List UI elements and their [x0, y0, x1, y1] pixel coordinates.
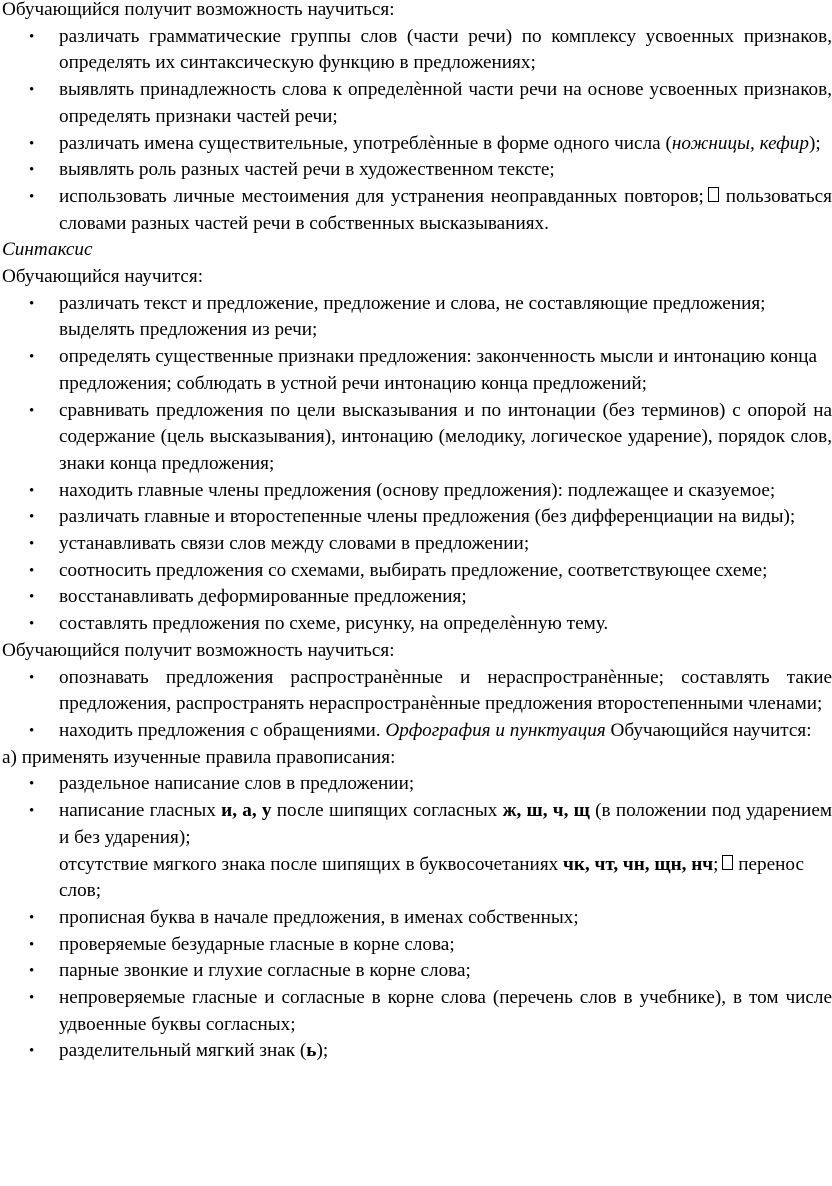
text-span: (в положении под ударением и без ударения); — [59, 800, 832, 848]
text-span: написание гласных — [59, 800, 216, 822]
text-span: использовать личные местоимения для устранения неоправданных повторов; — [59, 185, 704, 207]
list-item — [2, 798, 832, 851]
list-item: • устанавливать связи слов между словами в предложении; — [2, 531, 832, 558]
italic-example: ножницы, кефир — [671, 132, 809, 154]
paragraph-heading: Обучающийся получит возможность научиться: — [2, 0, 395, 20]
list-item: • выявлять принадлежность слова к определѐнной части речи на основе усвоенных признаков, определять признаки частей речи; — [2, 77, 832, 130]
bold-letters: ж, ш, ч, щ — [502, 800, 590, 822]
text-span: Обучающийся научится: — [610, 719, 812, 741]
list-item: • сравнивать предложения по цели высказывания и по интонации (без терминов) с опорой на содержание (цель высказывания), интонацию (мелодику, логическое ударение), порядок слов, знаки конца предложения; — [2, 398, 832, 478]
section-title-inline: Орфография и пунктуация — [385, 719, 606, 741]
list-item: • прописная буква в начале предложения, в именах собственных; — [2, 905, 832, 932]
paragraph-heading: Обучающийся получит возможность научиться: — [2, 639, 395, 661]
list-item: • восстанавливать деформированные предложения; — [2, 584, 832, 611]
bold-letters: чк, чт, чн, щн, нч — [563, 853, 714, 875]
list-item: • определять существенные признаки предложения: законченность мысли и интонацию конца предложения; соблюдать в устной речи интонацию конца предложений; — [2, 344, 832, 397]
text-span: находить предложения с обращениями. — [59, 719, 381, 741]
text-span: ); — [808, 132, 821, 154]
text-span: перенос слов; — [59, 853, 805, 902]
list-item-continuation — [2, 852, 832, 905]
section-title: Синтаксис — [2, 239, 93, 261]
text-span: отсутствие мягкого знака после шипящих в буквосочетаниях — [59, 853, 559, 875]
list-item: • проверяемые безударные гласные в корне слова; — [2, 932, 832, 959]
list-item: • выявлять роль разных частей речи в художественном тексте; — [2, 157, 832, 184]
text-span: различать имена существительные, употреблѐнные в форме одного числа ( — [59, 132, 672, 154]
paragraph-heading: а) применять изученные правила правописания: — [2, 746, 396, 768]
text-span: ; — [713, 853, 719, 875]
list-item — [2, 184, 832, 237]
paragraph-heading: Обучающийся научится: — [2, 266, 204, 288]
list-item: • соотносить предложения со схемами, выбирать предложение, соответствующее схеме; — [2, 558, 832, 585]
text-span: разделительный мягкий знак ( — [59, 1040, 307, 1062]
list-item: • различать главные и второстепенные члены предложения (без дифференциации на виды); — [2, 504, 832, 531]
list-item: • непроверяемые гласные и согласные в корне слова (перечень слов в учебнике), в том числе удвоенные буквы согласных; — [2, 985, 832, 1038]
list-item — [2, 131, 832, 158]
text-span: ); — [316, 1040, 329, 1062]
text-span: пользоваться словами разных частей речи в собственных высказываниях. — [59, 185, 832, 234]
list-item — [2, 718, 832, 745]
list-item: • различать грамматические группы слов (части речи) по комплексу усвоенных признаков, определять их синтаксическую функцию в предложениях; — [2, 24, 832, 77]
list-item: • различать текст и предложение, предложение и слова, не составляющие предложения; выделять предложения из речи; — [2, 291, 832, 344]
text-span: после шипящих согласных — [276, 800, 498, 822]
list-item: • парные звонкие и глухие согласные в корне слова; — [2, 958, 832, 985]
missing-glyph-icon — [708, 187, 719, 202]
bold-letters: ь — [306, 1040, 317, 1062]
list-item: • опознавать предложения распространѐнные и нераспространѐнные; составлять такие предложения, распространять нераспространѐнные предложения второстепенными членами; — [2, 665, 832, 718]
bold-letters: и, а, у — [221, 800, 272, 822]
missing-glyph-icon — [722, 855, 733, 870]
list-item — [2, 1038, 832, 1065]
list-item: • находить главные члены предложения (основу предложения): подлежащее и сказуемое; — [2, 478, 832, 505]
list-item: • составлять предложения по схеме, рисунку, на определѐнную тему. — [2, 611, 832, 638]
document-page — [2, 0, 832, 1065]
list-item: • раздельное написание слов в предложении; — [2, 771, 832, 798]
